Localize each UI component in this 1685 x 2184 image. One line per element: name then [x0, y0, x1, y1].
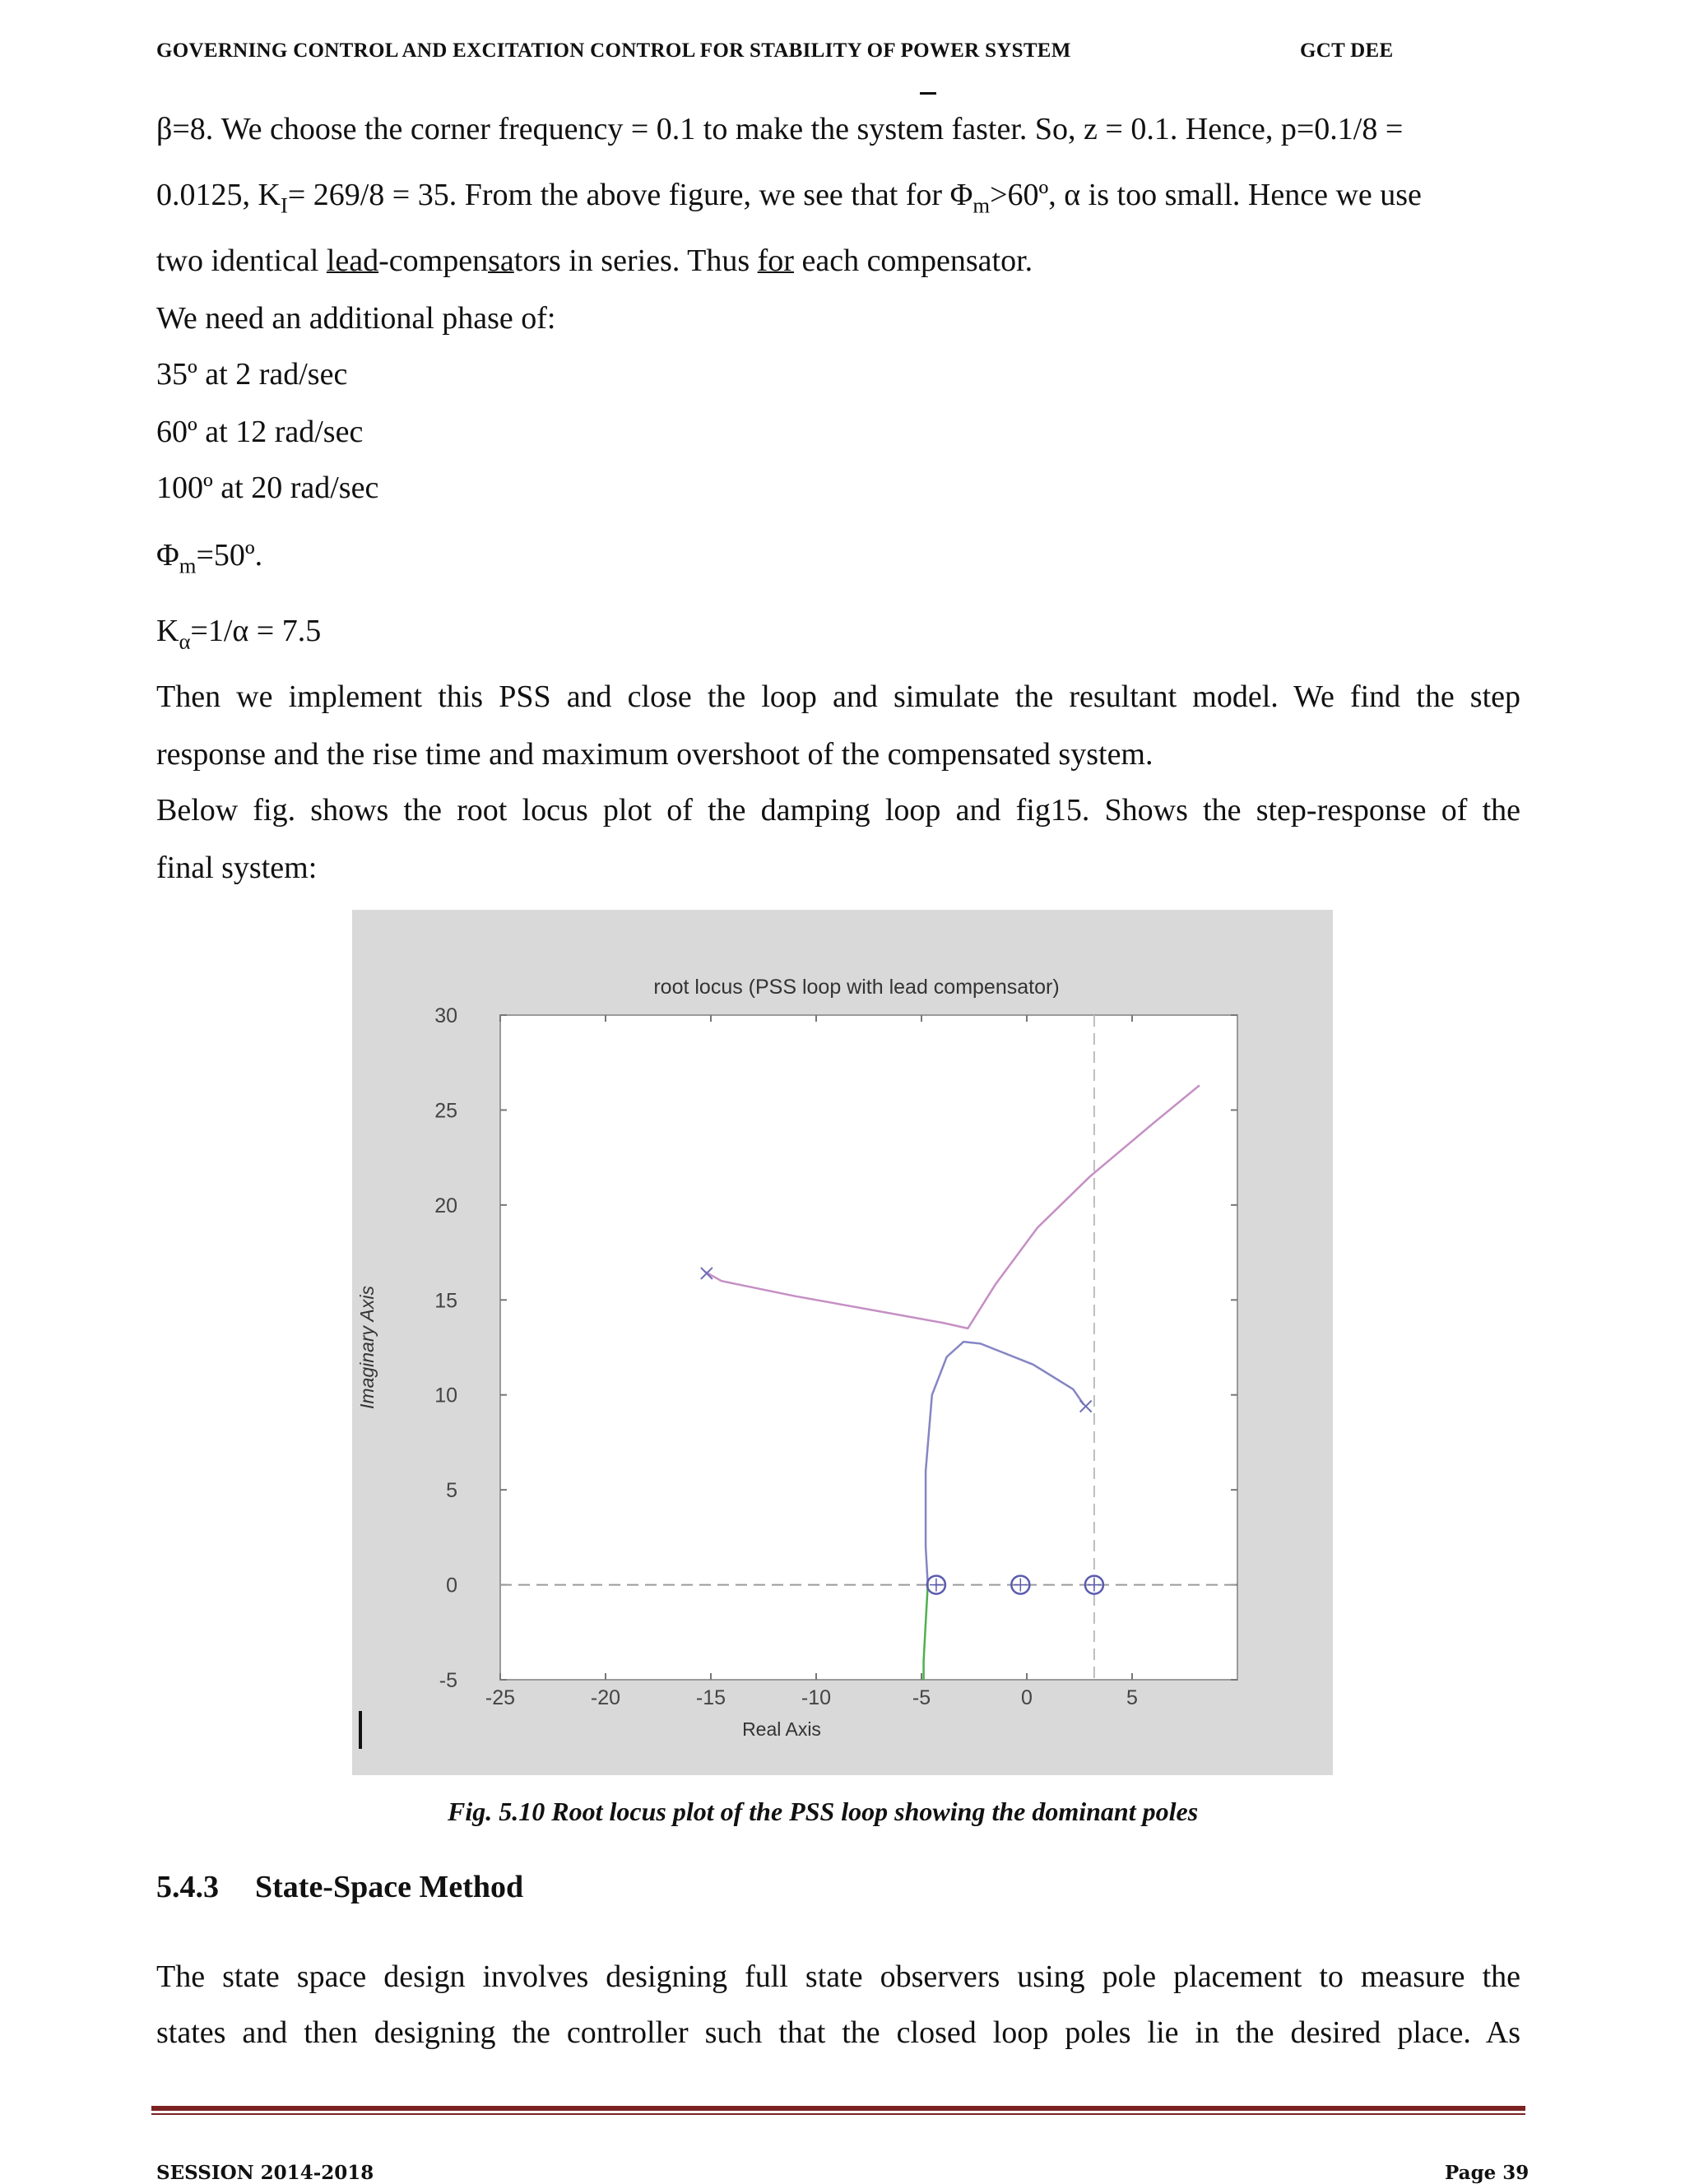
x-tick-label: -10 [801, 1686, 832, 1709]
x-axis-label: Real Axis [742, 1718, 821, 1740]
y-tick-label: 10 [434, 1384, 457, 1407]
x-tick-label: -15 [695, 1686, 726, 1709]
paragraph-line: β=8. We choose the corner frequency = 0.1 to make the system faster. So, z = 0.1. Hence, p=0.1/8 = [156, 112, 1404, 146]
x-tick-label: -5 [912, 1686, 931, 1709]
equation-phi-m: $\Phi_m=50º$. [156, 538, 263, 578]
paragraph-line: The state space design involves designing full state observers using pole placement to measure the [156, 1959, 1520, 1994]
x-tick-label: -25 [485, 1686, 516, 1709]
paragraph-line: We need an additional phase of: [156, 301, 556, 336]
root-locus-figure [352, 910, 1333, 1775]
header-dash [920, 92, 936, 95]
y-tick-label: -5 [439, 1669, 457, 1692]
x-tick-label: -20 [590, 1686, 621, 1709]
paragraph-line: 0.0125, $K_I= 269/8 = 35$. From the above figure, we see that for $\Phi_m>60º$, α is too small. Hence we use [156, 178, 1422, 218]
footer-page-number: Page 39 [1445, 2162, 1529, 2184]
y-tick-label: 15 [434, 1289, 457, 1313]
list-item: 100º at 20 rad/sec [156, 471, 379, 505]
running-header-dept: GCT DEE [1300, 39, 1394, 62]
footer-rule [151, 2106, 1525, 2111]
footer-session: SESSION 2014-2018 [156, 2162, 374, 2184]
root-locus-chart [352, 910, 1333, 1775]
y-tick-label: 30 [434, 1004, 457, 1027]
section-title: State-Space Method [255, 1870, 524, 1904]
equation-k-alpha: $K_\alpha=1/\alpha = 7.5$ [156, 614, 322, 654]
list-item: 35º at 2 rad/sec [156, 357, 348, 392]
x-tick-label: 0 [1021, 1686, 1033, 1709]
chart-title: root locus (PSS loop with lead compensator) [653, 976, 1060, 999]
paragraph-line: two identical lead-compensators in series. Thus for each compensator. [156, 243, 1033, 278]
paragraph-line: Below fig. shows the root locus plot of the damping loop and fig15. Shows the step-response of the [156, 793, 1520, 828]
running-header-title: GOVERNING CONTROL AND EXCITATION CONTROL FOR STABILITY OF POWER SYSTEM [156, 39, 1071, 62]
paragraph-line: response and the rise time and maximum overshoot of the compensated system. [156, 737, 1154, 772]
paragraph-line: Then we implement this PSS and close the loop and simulate the resultant model. We find the step [156, 679, 1520, 714]
list-item: 60º at 12 rad/sec [156, 415, 364, 449]
paragraph-line: states and then designing the controller such that the closed loop poles lie in the desired place. As [156, 2015, 1520, 2050]
y-tick-label: 25 [434, 1099, 457, 1123]
footer-rule-thin [151, 2113, 1525, 2115]
x-tick-label: 5 [1126, 1686, 1138, 1709]
figure-caption: Fig. 5.10 Root locus plot of the PSS loop showing the dominant poles [448, 1797, 1199, 1826]
plot-area [500, 1015, 1237, 1680]
y-tick-label: 20 [434, 1194, 457, 1217]
paragraph-line: final system: [156, 851, 318, 885]
section-number: 5.4.3 [156, 1870, 219, 1904]
y-tick-label: 0 [446, 1574, 457, 1597]
y-tick-label: 5 [446, 1479, 457, 1503]
text-cursor-bar [359, 1711, 362, 1749]
y-axis-label: Imaginary Axis [356, 1286, 378, 1409]
